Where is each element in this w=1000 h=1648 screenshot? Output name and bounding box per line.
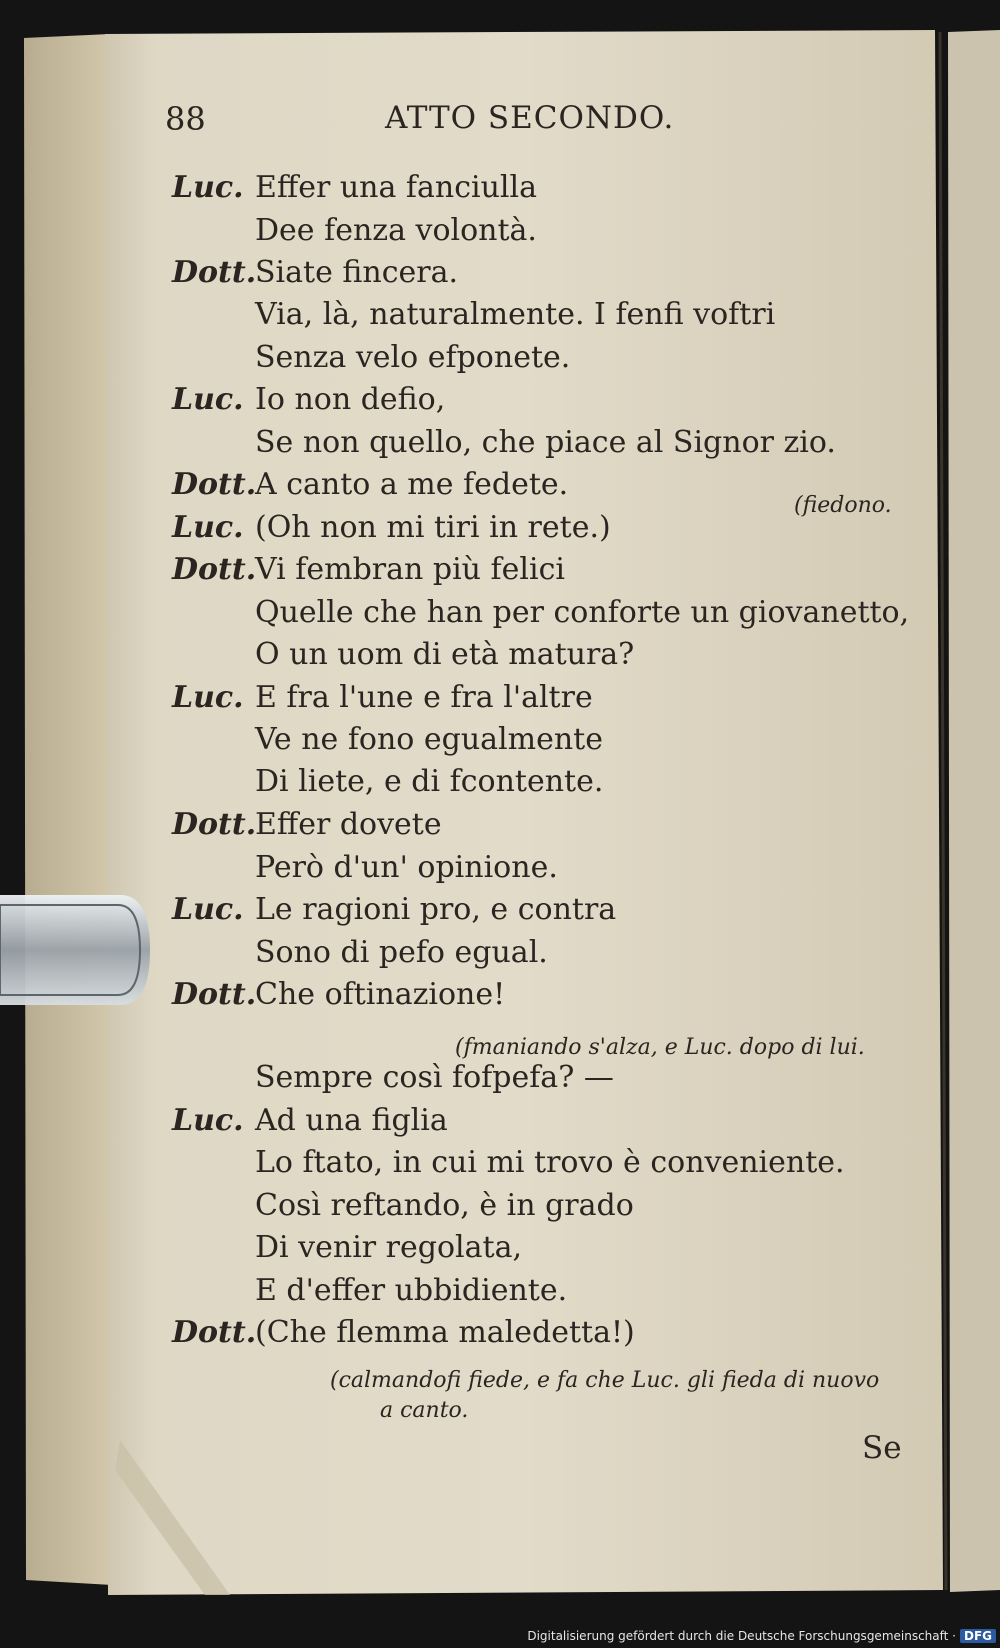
verse-text: Via, là, naturalmente. I fenfi voftri: [255, 297, 776, 332]
page-number: 88: [165, 100, 206, 138]
stage-direction-calmandosi-cont: a canto.: [380, 1398, 469, 1423]
verse-text: Effer una fanciulla: [255, 170, 538, 205]
verse-text: Siate fincera.: [255, 255, 459, 290]
verse-text: O un uom di età matura?: [255, 637, 635, 672]
verse-text: Ve ne fono egualmente: [255, 722, 603, 757]
verse-text: Io non defio,: [255, 382, 446, 417]
footer-text: Digitalisierung gefördert durch die Deutsche Forschungsgemeinschaft ·: [527, 1629, 956, 1643]
footer-credit: [527, 1626, 996, 1646]
verse-text: A canto a me fedete.: [255, 467, 569, 502]
verse-text: Così reftando, è in grado: [255, 1188, 634, 1223]
verse-text: Dee fenza volontà.: [255, 213, 537, 248]
verse-text: (Che flemma maledetta!): [255, 1315, 635, 1350]
verse-text: Che oftinazione!: [255, 977, 506, 1012]
verse-text: Se non quello, che piace al Signor zio.: [255, 425, 836, 460]
speaker-label: Luc.: [172, 680, 244, 715]
speaker-label: Dott.: [172, 977, 257, 1012]
speaker-label: Luc.: [172, 170, 244, 205]
speaker-label: Dott.: [172, 552, 257, 587]
verse-text: E d'effer ubbidiente.: [255, 1273, 568, 1308]
speaker-label: Luc.: [172, 510, 244, 545]
dfg-logo: DFG: [960, 1629, 996, 1643]
verse-text: Di venir regolata,: [255, 1230, 522, 1265]
verse-text: Effer dovete: [255, 807, 442, 842]
verse-text: Però d'un' opinione.: [255, 850, 558, 885]
running-head: ATTO SECONDO.: [385, 100, 675, 136]
stage-direction-calmandosi: (calmandofi fiede, e fa che Luc. gli fieda di nuovo: [330, 1368, 880, 1393]
verse-text: Sempre così fofpefa? —: [255, 1060, 614, 1095]
speaker-label: Luc.: [172, 892, 244, 927]
stage-direction-smaniando: (fmaniando s'alza, e Luc. dopo di lui.: [455, 1035, 865, 1060]
verse-text: Vi fembran più felici: [255, 552, 565, 587]
verse-text: Sono di pefo egual.: [255, 935, 548, 970]
verse-text: Quelle che han per conforte un giovanetto,: [255, 595, 910, 630]
page-header: [165, 100, 945, 150]
speaker-label: Luc.: [172, 1103, 244, 1138]
verse-text: Senza velo efponete.: [255, 340, 571, 375]
verse-text: (Oh non mi tiri in rete.): [255, 510, 611, 545]
speaker-label: Dott.: [172, 467, 257, 502]
stage-direction-siedono: (fiedono.: [794, 493, 892, 518]
catchword: Se: [862, 1430, 902, 1466]
verse-text: E fra l'une e fra l'altre: [255, 680, 593, 715]
speaker-label: Luc.: [172, 382, 244, 417]
verse-text: Ad una figlia: [255, 1103, 448, 1138]
verse-text: Di liete, e di fcontente.: [255, 764, 604, 799]
speaker-label: Dott.: [172, 1315, 257, 1350]
verse-text: Le ragioni pro, e contra: [255, 892, 617, 927]
speaker-label: Dott.: [172, 255, 257, 290]
speaker-label: Dott.: [172, 807, 257, 842]
verse-text: Lo ftato, in cui mi trovo è conveniente.: [255, 1145, 845, 1180]
